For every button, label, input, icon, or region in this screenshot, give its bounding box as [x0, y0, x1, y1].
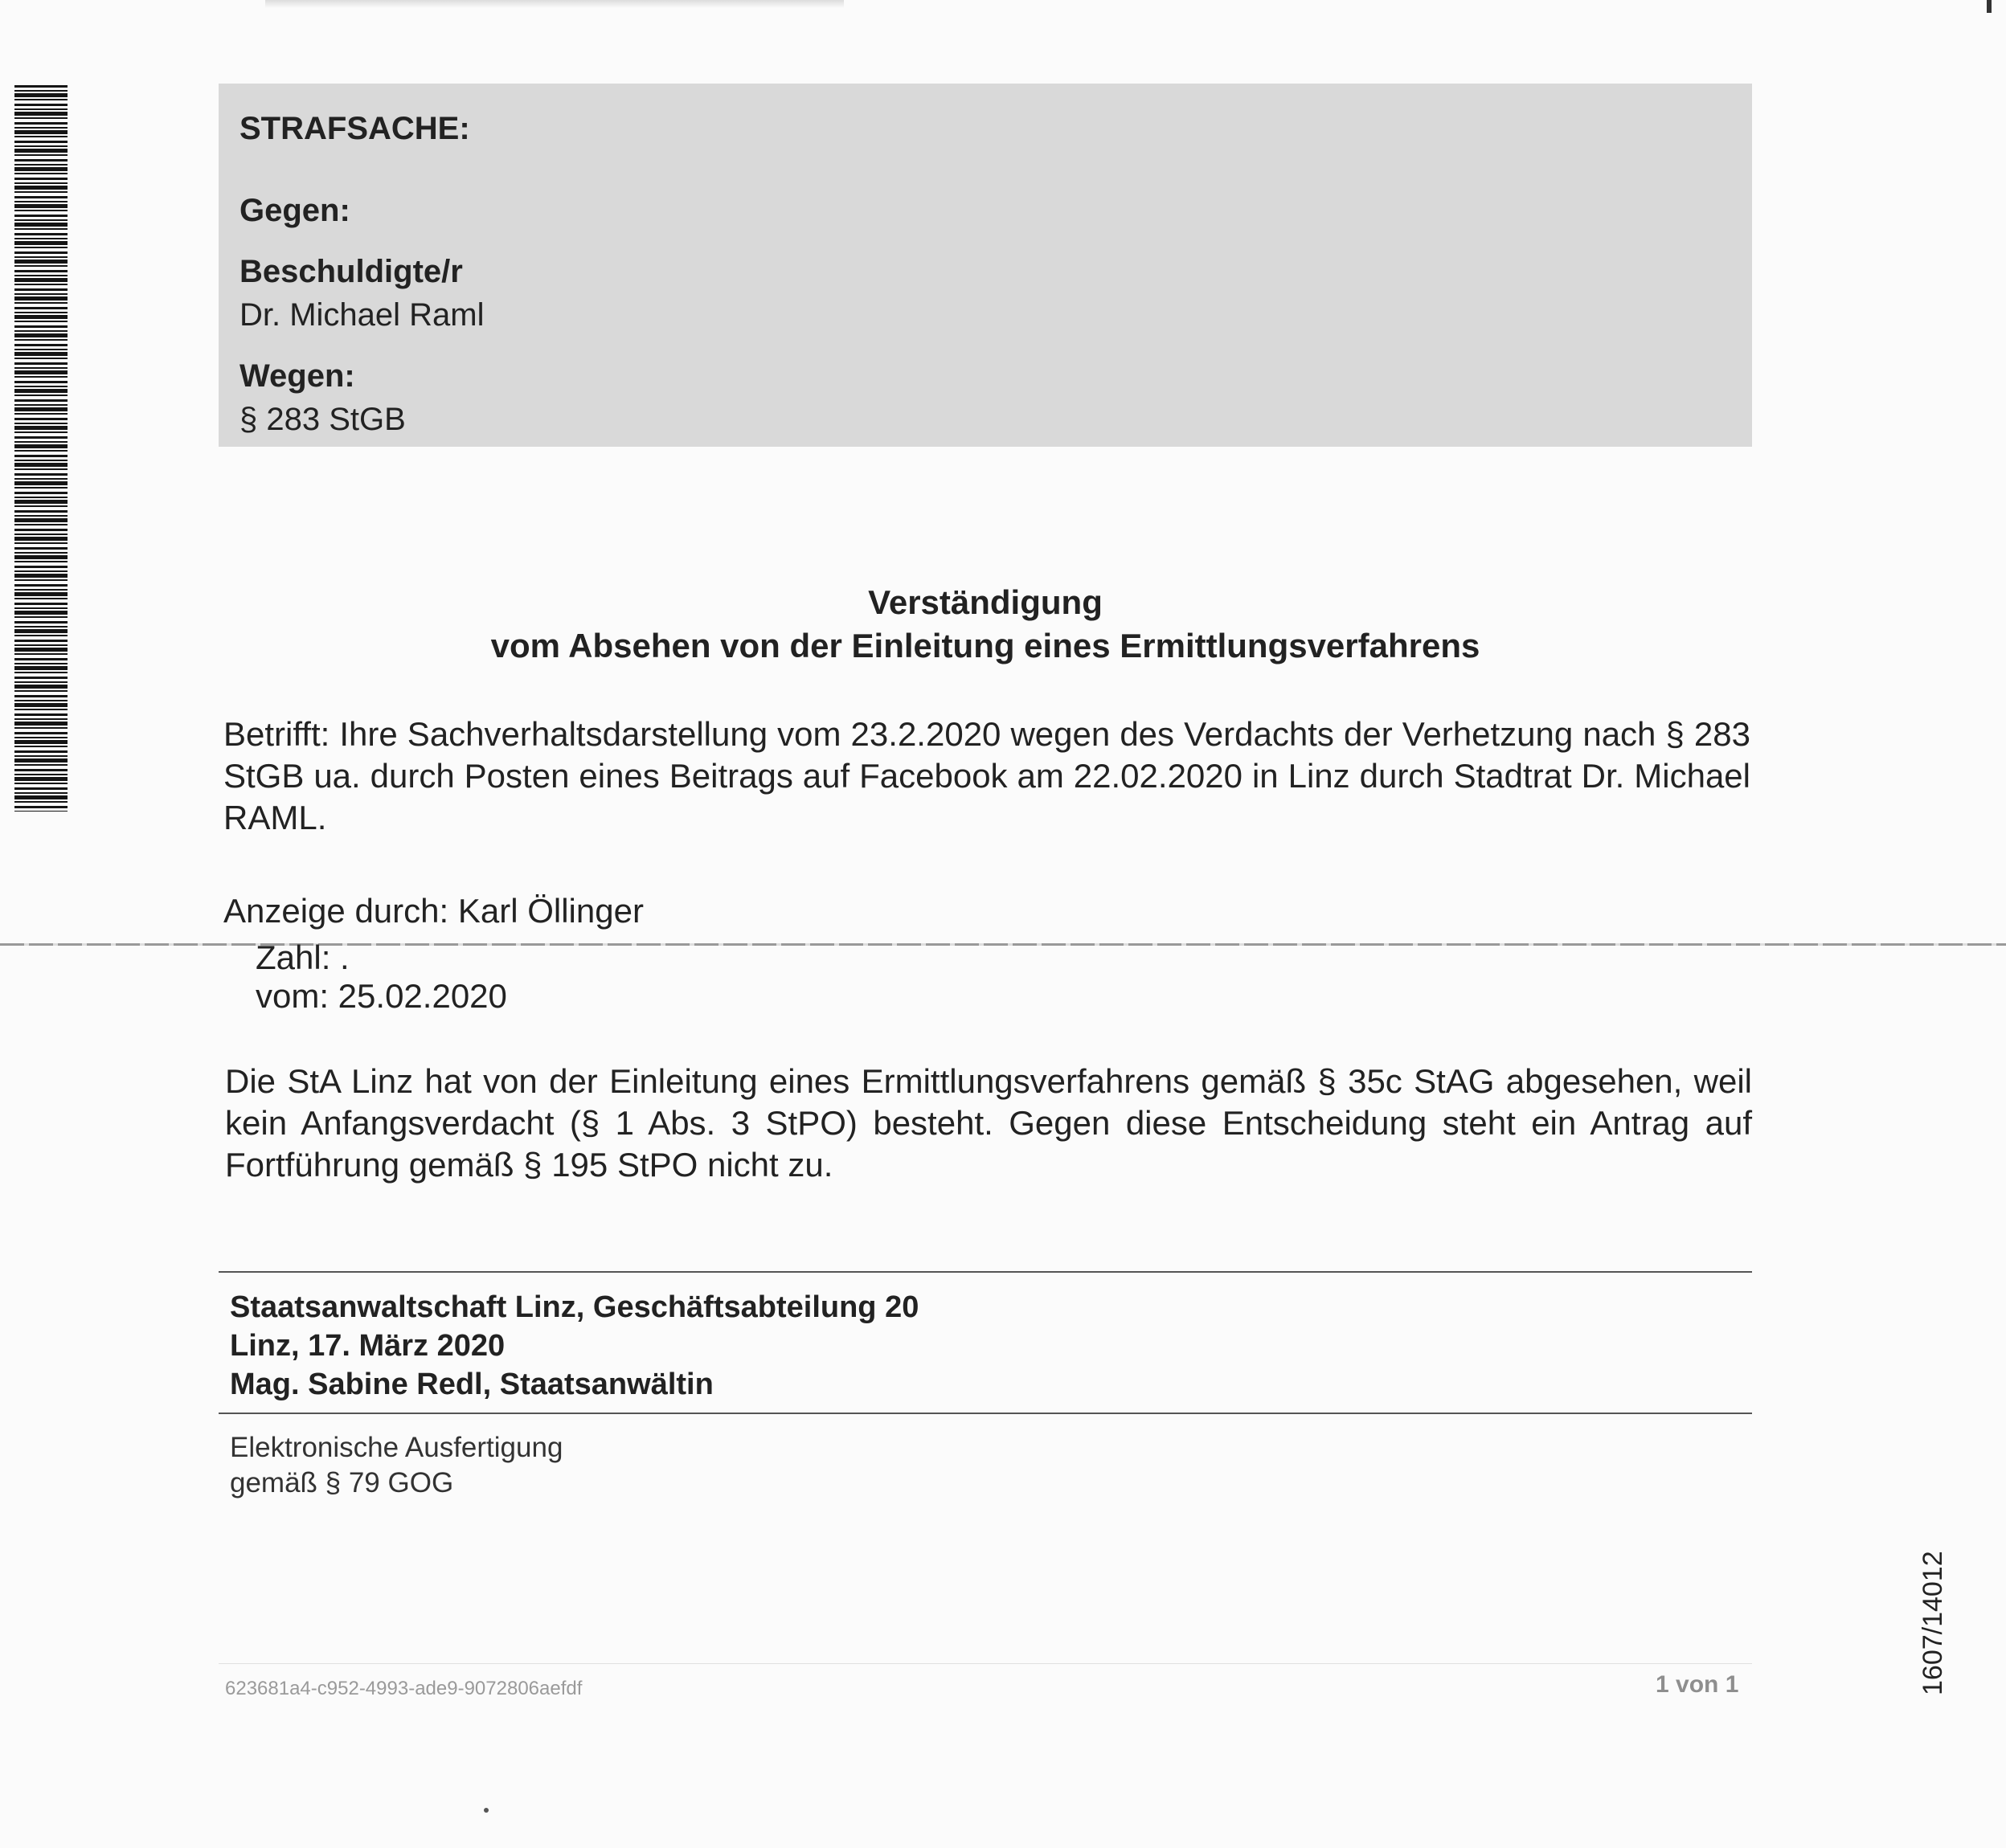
subject-paragraph: Betrifft: Ihre Sachverhaltsdarstellung vom 23.2.2020 wegen des Verdachts der Verhetzung nach § 283 StGB ua. durch Posten eines Beitrags auf Facebook am 22.02.2020 in Linz durch Stadtrat Dr. Michael RAML.	[223, 715, 1750, 836]
accused-name: Dr. Michael Raml	[239, 297, 485, 333]
page-indicator: 1 von 1	[1656, 1671, 1739, 1698]
signature-place-date: Linz, 17. März 2020	[230, 1329, 506, 1363]
reason-label: Wegen:	[239, 358, 355, 394]
signature-name: Mag. Sabine Redl, Staatsanwältin	[230, 1368, 714, 1401]
decision-paragraph: Die StA Linz hat von der Einleitung eines Ermittlungsverfahrens gemäß § 35c StAG abgesehen, weil kein Anfangsverdacht (§ 1 Abs. 3 StPO) besteht. Gegen diese Entscheidung steht ein Antrag auf Fortführung gemäß § 195 StPO nicht zu.	[225, 1062, 1752, 1184]
report-by: Anzeige durch: Karl Öllinger	[223, 892, 644, 930]
report-number: Zahl: .	[256, 938, 350, 976]
document-title: Verständigung	[868, 583, 1103, 621]
reason-value: § 283 StGB	[239, 402, 406, 437]
signature-office: Staatsanwaltschaft Linz, Geschäftsabteilung 20	[230, 1290, 919, 1324]
footer-rule	[219, 1663, 1752, 1664]
document-id: 623681a4-c952-4993-ade9-9072806aefdf	[225, 1678, 583, 1699]
electronic-note-line2: gemäß § 79 GOG	[230, 1467, 454, 1498]
document-subtitle: vom Absehen von der Einleitung eines Ermittlungsverfahrens	[490, 627, 1480, 664]
case-label: STRAFSACHE:	[239, 111, 470, 146]
barcode	[14, 85, 68, 812]
electronic-note-line1: Elektronische Ausfertigung	[230, 1432, 563, 1463]
side-number: 1607/14012	[1918, 1551, 1948, 1695]
scan-mark	[1987, 0, 1992, 13]
scan-dot	[484, 1808, 489, 1813]
accused-label: Beschuldigte/r	[239, 254, 463, 289]
signature-bottom-rule	[219, 1413, 1752, 1414]
against-label: Gegen:	[239, 193, 350, 228]
report-date: vom: 25.02.2020	[256, 977, 507, 1015]
signature-top-rule	[219, 1271, 1752, 1273]
scan-shadow	[265, 0, 844, 8]
